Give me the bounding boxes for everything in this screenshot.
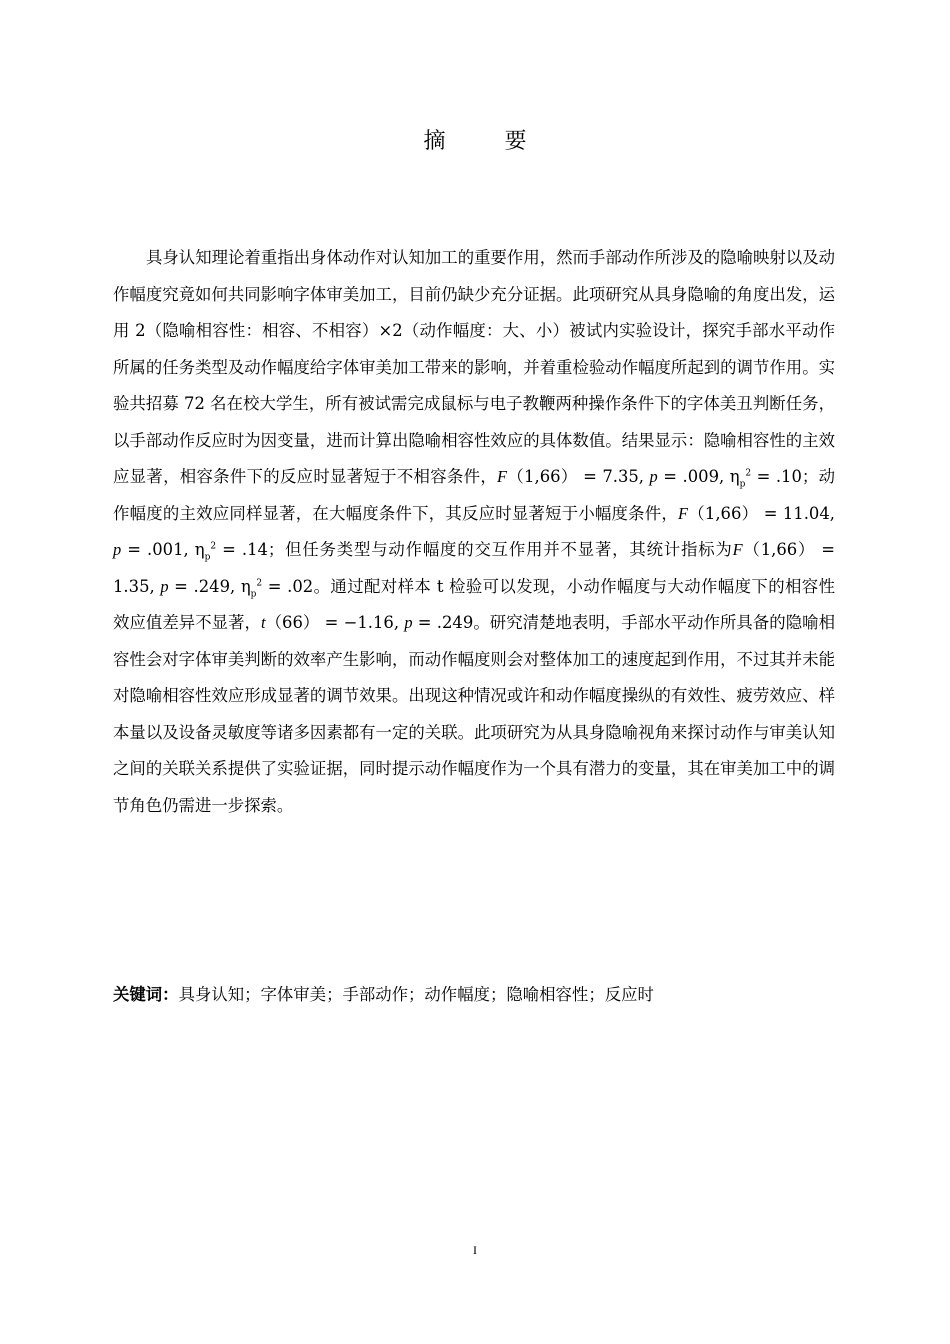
abstract-text-5: = .249。研究清楚地表明，手部水平动作所具备的隐喻相容性会对字体审美判断的效率产生影响，而动作幅度则会对整体加工的速度起到作用，不过其并未能对隐喻相容性效应形成显著的调节效果。出现这种情况或许和动作幅度操纵的有效性、疲劳效应、样本量以及设备灵敏度等诸多因素都有一定的关联。此项研究为从具身隐喻视角来探讨动作与审美认知之间的关联关系提供了实验证据，同时提示动作幅度作为一个具有潜力的变量，其在审美加工中的调节角色仍需进一步探索。 [113,613,835,815]
abstract-text-1: 具身认知理论着重指出身体动作对认知加工的重要作用，然而手部动作所涉及的隐喻映射以及动作幅度究竟如何共同影响字体审美加工，目前仍缺少充分证据。此项研究从具身隐喻的角度出发，运用 2（隐喻相容性：相容、不相容）×2（动作幅度：大、小）被试内实验设计，探究手部水平动作所属的任务类型及动作幅度给字体审美加工带来的影响，并着重检验动作幅度所起到的调节作用。实验共招募 72 名在校大学生，所有被试需完成鼠标与电子教鞭两种操作条件下的字体美丑判断任务，以手部动作反应时为因变量，进而计算出隐喻相容性效应的具体数值。结果显示：隐喻相容性的主效应显著，相容条件下的反应时显著短于不相容条件， [113,248,835,486]
stat-1-p: = .009, η [657,467,740,486]
abstract-text-4: = .02。通过配对样本 t 检验可以发现，小动作幅度与大动作幅度下的相容性效应值差异不显著， [113,576,835,632]
keywords-line [113,980,835,1010]
stat-2-p: = .001, η [121,540,205,559]
eta-sup: 2 [256,578,263,589]
stat-t-symbol: t [260,613,266,632]
stat-p-symbol: p [113,540,122,559]
stat-F-symbol: F [678,503,689,523]
stat-F-symbol: F [497,467,508,486]
eta-sup: 2 [210,541,217,552]
eta-sub: p [204,552,211,563]
keywords-label: 关键词： [113,985,179,1004]
stat-4-df: （66） = −1.16, [265,613,405,632]
stat-F-symbol: F [732,540,743,559]
stat-3-p: = .249, η [168,576,251,596]
eta-sub: p [250,588,257,599]
page-number: I [473,1243,477,1257]
stat-1-df: （1,66） = 7.35, [507,467,650,486]
eta-sup: 2 [745,468,752,479]
stat-p-symbol: p [160,576,169,596]
abstract-paragraph [113,240,835,824]
stat-2-df: （1,66） = 11.04, [688,503,835,523]
keywords-text: 具身认知；字体审美；手部动作；动作幅度；隐喻相容性；反应时 [178,985,654,1004]
abstract-text-2: = .10；动作幅度的主效应同样显著，在大幅度条件下，其反应时显著短于小幅度条件， [113,467,835,523]
stat-p-symbol: p [649,467,658,486]
abstract-title: 摘 要 [423,129,553,154]
stat-3-df: （1,66） = 1.35, [113,540,835,596]
eta-sub: p [739,479,746,490]
abstract-text-3: = .14；但任务类型与动作幅度的交互作用并不显著，其统计指标为 [216,540,733,559]
stat-p-symbol: p [404,613,413,632]
